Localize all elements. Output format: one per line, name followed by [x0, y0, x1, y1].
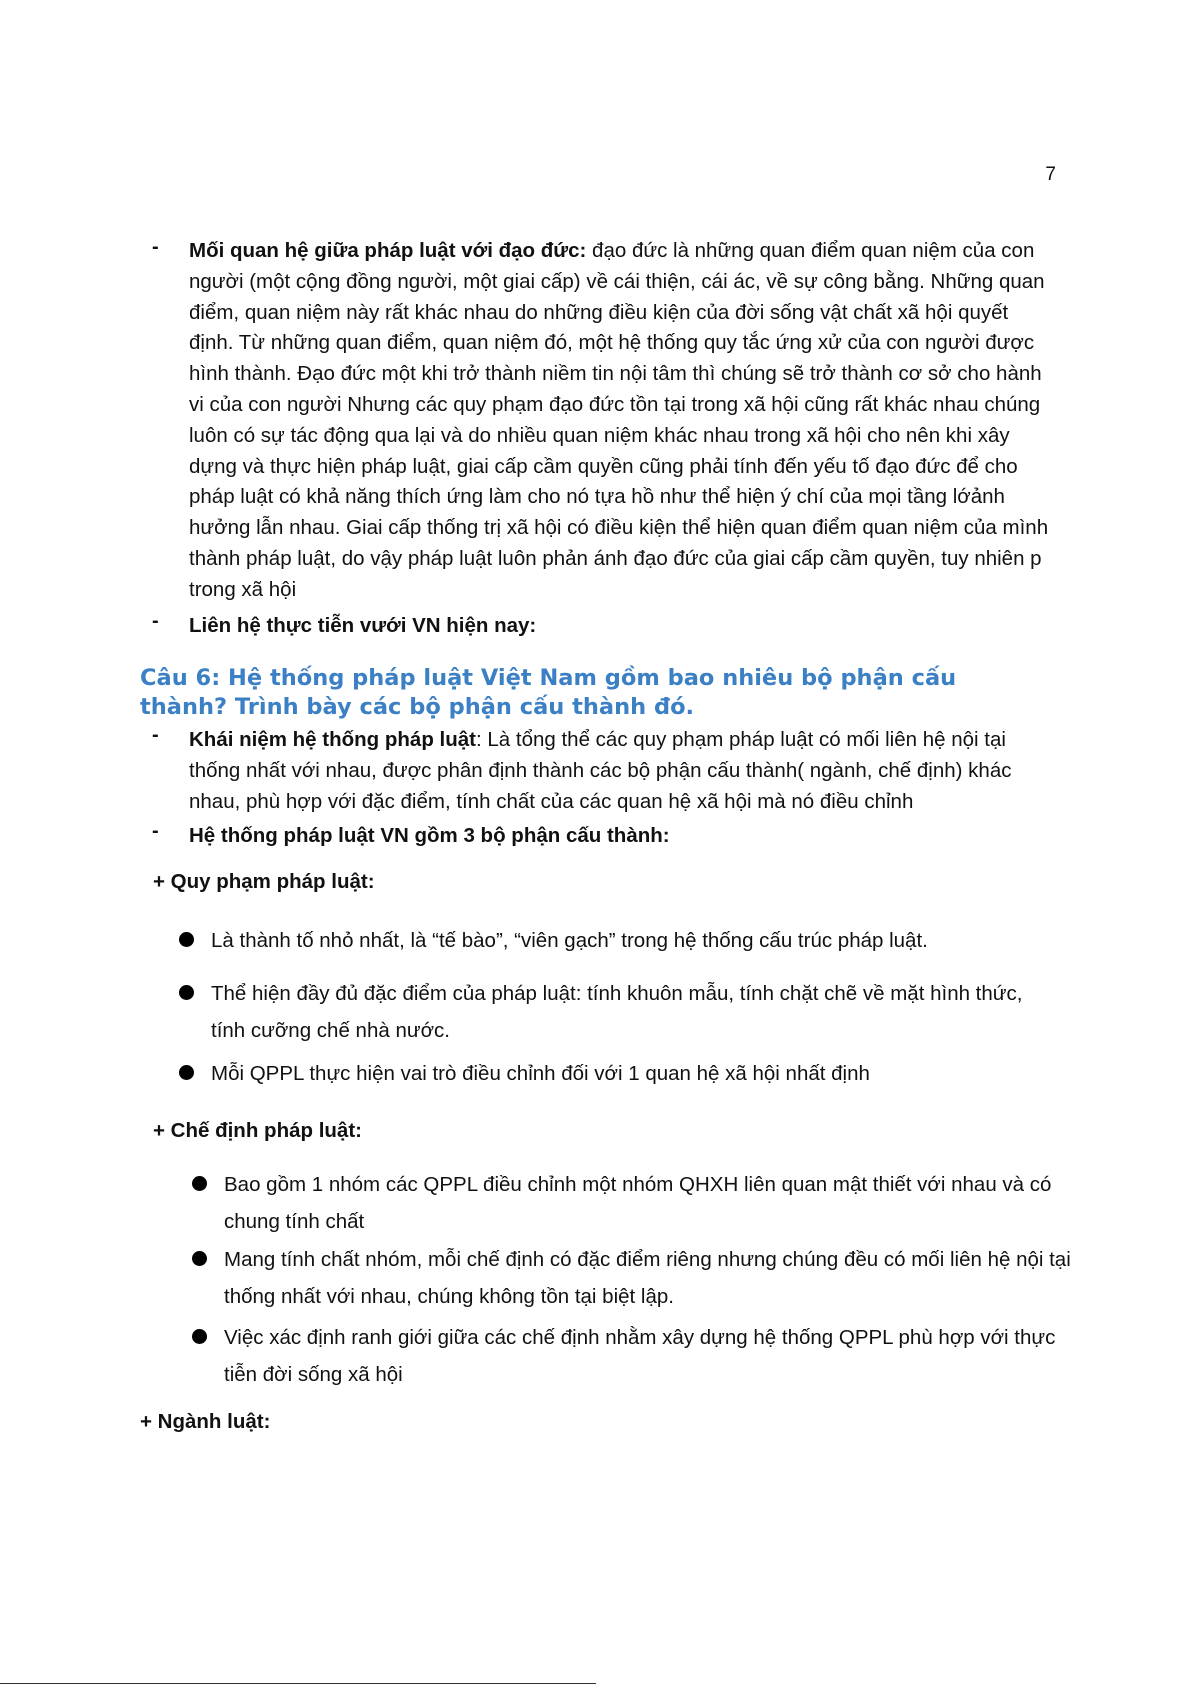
bullet-text: Mỗi QPPL thực hiện vai trò điều chỉnh đối với 1 quan hệ xã hội nhất định [211, 1062, 870, 1085]
bullet-text: Mang tính chất nhóm, mỗi chế định có đặc điểm riêng nhưng chúng đều có mối liên hệ nội tại thống nhất với nhau, chúng không tồn tại biệt lập. [224, 1248, 1071, 1308]
dash-bullet: - [152, 724, 159, 746]
bullet-dot [192, 1329, 207, 1344]
item-title: Hệ thống pháp luật VN gồm 3 bộ phận cấu thành: [189, 824, 670, 847]
dash-bullet: - [152, 236, 159, 258]
list-item-law-ethics [152, 236, 1052, 606]
dash-bullet: - [152, 610, 159, 632]
bullet-text: Là thành tố nhỏ nhất, là “tế bào”, “viên gạch” trong hệ thống cấu trúc pháp luật. [211, 929, 928, 952]
subheading-qppl: + Quy phạm pháp luật: [153, 870, 375, 893]
list-item [192, 1166, 1072, 1240]
subheading-nganh-luat: + Ngành luật: [140, 1410, 271, 1433]
list-item-concept [152, 724, 1052, 817]
list-item [192, 1241, 1072, 1315]
page-number: 7 [1045, 164, 1056, 185]
item-text: đạo đức là những quan điểm quan niệm của con người (một cộng đồng người, một giai cấp) về cái thiện, cái ác, về sự công bằng. Những quan điểm, quan niệm này rất khác nhau do những điều kiện của đời sống vật chất xã hội quyết định. Từ những quan điểm, quan niệm đó, một hệ thống quy tắc ứng xử của con người được hình thành. Đạo đức một khi trở thành niềm tin nội tâm thì chúng sẽ trở thành cơ sở cho hành vi của con người Nhưng các quy phạm đạo đức tồn tại trong xã hội cũng rất khác nhau chúng luôn có sự tác động qua lại và do nhiều quan niệm khác nhau trong xã hội cho nên khi xây dựng và thực hiện pháp luật, giai cấp cầm quyền cũng phải tính đến yếu tố đạo đức để cho pháp luật có khả năng thích ứng làm cho nó tựa hồ như thể hiện ý chí của mọi tầng lớảnh hưởng lẫn nhau. Giai cấp thống trị xã hội có điều kiện thể hiện quan điểm quan niệm của mình thành pháp luật, do vậy pháp luật luôn phản ánh đạo đức của giai cấp cầm quyền, tuy nhiên p trong xã hội [189, 239, 1049, 601]
list-item [179, 922, 1059, 959]
list-item-body [189, 724, 1052, 817]
bullet-dot [179, 1065, 194, 1080]
bullet-dot [192, 1176, 207, 1191]
list-item-practice [152, 610, 1052, 641]
item-title: Khái niệm hệ thống pháp luật [189, 728, 476, 751]
bullet-text: Việc xác định ranh giới giữa các chế định nhằm xây dựng hệ thống QPPL phù hợp với thực tiễn đời sống xã hội [224, 1326, 1056, 1386]
list-item [179, 975, 1059, 1049]
footer-divider [0, 1683, 596, 1684]
bullet-dot [179, 932, 194, 947]
item-title: Mối quan hệ giữa pháp luật với đạo đức: [189, 239, 587, 262]
list-item-parts [152, 820, 1052, 851]
bullet-text: Thể hiện đầy đủ đặc điểm của pháp luật: tính khuôn mẫu, tính chặt chẽ về mặt hình thức, tính cưỡng chế nhà nước. [211, 982, 1023, 1042]
dash-bullet: - [152, 820, 159, 842]
list-item-body [189, 236, 1052, 606]
list-item-body [189, 610, 1052, 641]
item-title: Liên hệ thực tiễn vưới VN hiện nay: [189, 614, 537, 637]
item-text: : Là tổng thể các quy phạm pháp luật có mối liên hệ nội tại thống nhất với nhau, được phân định thành các bộ phận cấu thành( ngành, chế định) khác nhau, phù hợp với đặc điểm, tính chất của các quan hệ xã hội mà nó điều chỉnh [189, 728, 1012, 813]
list-item [179, 1055, 1059, 1092]
bullet-dot [179, 985, 194, 1000]
question-heading: Câu 6: Hệ thống pháp luật Việt Nam gồm bao nhiêu bộ phận cấu thành? Trình bày các bộ phận cấu thành đó. [140, 665, 957, 720]
list-item [192, 1319, 1072, 1393]
list-item-body [189, 820, 1052, 851]
subheading-che-dinh: + Chế định pháp luật: [153, 1119, 362, 1142]
bullet-dot [192, 1251, 207, 1266]
bullet-text: Bao gồm 1 nhóm các QPPL điều chỉnh một nhóm QHXH liên quan mật thiết với nhau và có chung tính chất [224, 1173, 1052, 1233]
